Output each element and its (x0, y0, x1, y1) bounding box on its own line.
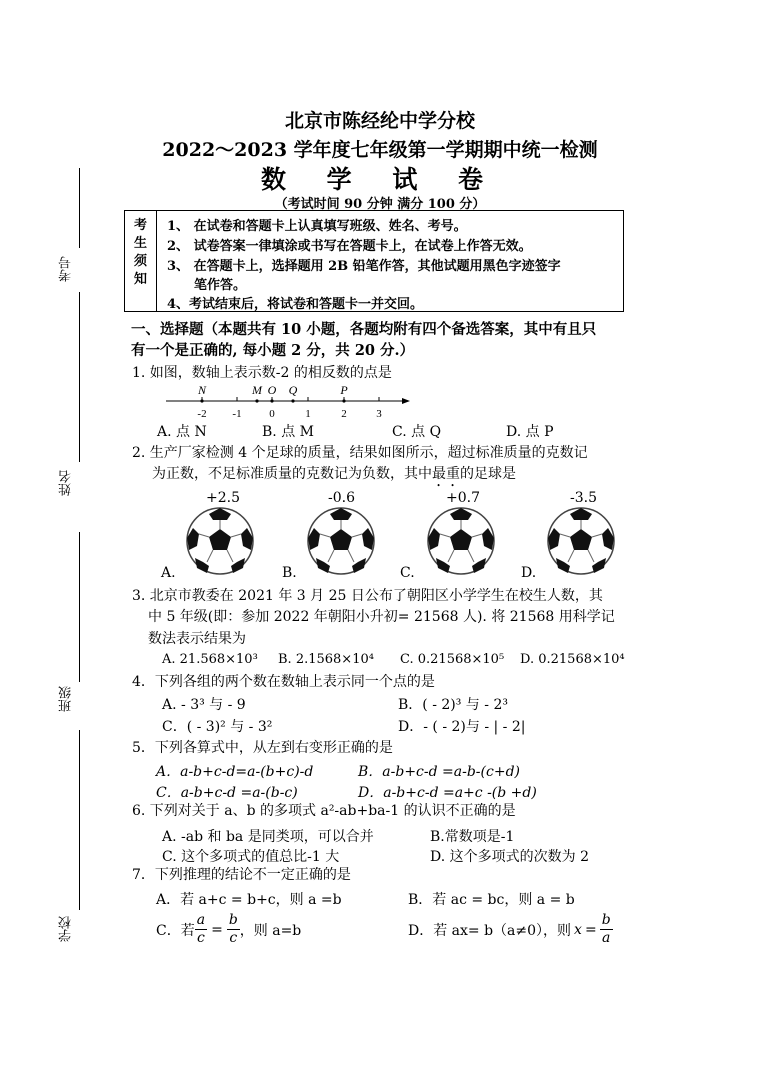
soccer-ball-icon (185, 506, 255, 576)
q1-number-line (160, 382, 420, 420)
exam-subject: 数 学 试 卷 (260, 165, 500, 194)
q5-option-c: C．a-b+c-d =a-(b-c) (156, 785, 298, 801)
binding-label-name: 姓名 (59, 470, 74, 496)
q2-stem: 2. 生产厂家检测 4 个足球的质量，结果如图所示，超过标准质量的克数记 (132, 445, 588, 461)
notice-side-char: 生 (133, 236, 147, 251)
axis-point (200, 399, 203, 402)
axis-tick-label: -2 (197, 408, 207, 420)
q7-option-d: D．若 ax= b（a≠0），则 x = $\frac{b}{a}$ (408, 912, 611, 946)
q1-option-c: C. 点 Q (392, 424, 442, 440)
q6-option-d: D. 这个多项式的次数为 2 (430, 849, 589, 865)
exam-term: 2022～2023 学年度七年级第一学期期中统一检测 (162, 139, 598, 161)
notice-line: 4、考试结束后，将试卷和答题卡一并交回。 (167, 297, 424, 312)
q3-option-d: D. 0.21568×10⁴ (520, 652, 625, 667)
q3-stem: 数法表示结果为 (148, 631, 246, 647)
axis-tick-label: 2 (341, 408, 347, 420)
q2-option-b: B. (282, 565, 297, 581)
axis-point-label: N (197, 383, 207, 397)
fraction-denominator: c (196, 930, 205, 946)
soccer-ball-icon (546, 506, 616, 576)
ball-a-value: +2.5 (206, 490, 240, 506)
school-name: 北京市陈经纶中学分校 (284, 110, 475, 132)
notice-line: 笔作答。 (194, 278, 247, 293)
notice-side (125, 211, 157, 311)
fraction (227, 912, 240, 947)
axis-tick-label: 0 (269, 408, 275, 420)
q3-stem: 中 5 年级(即：参加 2022 年朝阳小升初= 21568 人). 将 21568 用科学记 (148, 609, 615, 625)
q4-stem: 4．下列各组的两个数在数轴上表示同一个点的是 (132, 674, 435, 690)
fraction-numerator: a (196, 912, 206, 928)
q2-stem-line2 (152, 463, 516, 490)
q6-option-c: C. 这个多项式的值总比-1 大 (162, 849, 340, 865)
binding-line (79, 292, 80, 462)
q2-option-a: A. (161, 565, 176, 581)
q1-option-b: B. 点 M (262, 424, 314, 440)
ball-d-value: -3.5 (570, 490, 597, 506)
binding-label-school: 学校 (59, 916, 74, 942)
notice-box (124, 210, 624, 312)
q2-stem-text: 的足球是 (460, 466, 516, 482)
axis-point (270, 399, 273, 402)
ball-b-value: -0.6 (328, 490, 355, 506)
q4-option-c: C．( - 3)² 与 - 3² (162, 719, 273, 735)
axis-point (291, 399, 294, 402)
binding-line (79, 532, 80, 682)
q5-option-d: D．a-b+c-d =a+c -(b +d) (358, 785, 537, 801)
q3-option-b: B. 2.1568×10⁴ (278, 652, 374, 667)
q1-option-a: A. 点 N (157, 424, 207, 440)
q7-option-c: C．若 $\frac{a}{c}$ = $\frac{b}{c}$ ，则 a=b (156, 912, 302, 946)
soccer-ball-icon (426, 506, 496, 576)
q7-option-b: B．若 ac = bc，则 a = b (408, 892, 575, 908)
axis-point-label: P (340, 383, 348, 397)
q3-option-c: C. 0.21568×10⁵ (400, 652, 505, 667)
binding-line (79, 730, 80, 910)
q7-option-a: A．若 a+c = b+c，则 a =b (156, 892, 342, 908)
section-title: 一、选择题（本题共有 10 小题，各题均附有四个备选答案，其中有且只 (131, 321, 597, 338)
fraction-denominator: c (229, 930, 238, 946)
soccer-ball-icon (306, 506, 376, 576)
fraction (600, 912, 613, 947)
notice-side-char: 考 (133, 218, 147, 233)
notice-side-char: 知 (133, 272, 147, 287)
axis-point (255, 399, 258, 402)
notice-line: 1、 在试卷和答题卡上认真填写班级、姓名、考号。 (167, 219, 467, 234)
q7-stem: 7．下列推理的结论不一定正确的是 (132, 867, 351, 883)
axis-point-label: Q (288, 383, 298, 397)
binding-line (79, 168, 80, 248)
axis-tick-label: -1 (232, 408, 242, 420)
axis-point (342, 399, 345, 402)
q1-stem: 1. 如图，数轴上表示数-2 的相反数的点是 (132, 365, 392, 381)
q6-stem: 6. 下列对关于 a、b 的多项式 a²-ab+ba-1 的认识不正确的是 (132, 803, 516, 819)
q3-stem: 3. 北京市教委在 2021 年 3 月 25 日公布了朝阳区小学学生在校生人数，其 (132, 588, 603, 604)
q2-option-d: D. (521, 565, 537, 581)
q4-option-b: B．( - 2)³ 与 - 2³ (398, 697, 508, 713)
axis-tick-label: 1 (305, 408, 311, 420)
q7-option-d-text: D．若 ax= b（a≠0），则 (408, 922, 572, 939)
q2-stem-text: 为正数，不足标准质量的克数记为负数，其中 (152, 466, 432, 482)
notice-line: 2、 试卷答案一律填涂或书写在答题卡上，在试卷上作答无效。 (167, 239, 532, 254)
notice-side-char: 须 (133, 254, 147, 269)
q2-stem-emphasis: 最重 (432, 466, 460, 482)
ball-c-value: +0.7 (446, 490, 480, 506)
q5-stem: 5．下列各算式中，从左到右变形正确的是 (132, 740, 393, 756)
q7-option-c-text: C．若 (156, 922, 195, 939)
notice-line: 3、 在答题卡上，选择题用 2B 铅笔作答，其他试题用黑色字迹签字 (167, 259, 561, 274)
fraction (195, 912, 207, 947)
axis-point-label: M (252, 383, 262, 397)
q3-option-a: A. 21.568×10³ (162, 652, 258, 667)
binding-label-exam-no: 考号 (59, 256, 74, 282)
binding-label-class: 班级 (59, 686, 74, 712)
q4-option-d: D．- ( - 2)与 - | - 2| (398, 719, 526, 735)
q7-option-c-text: ，则 a=b (239, 922, 302, 939)
q6-option-b: B.常数项是-1 (430, 829, 515, 845)
section-title: 有一个是正确的, 每小题 2 分，共 20 分.） (131, 342, 415, 359)
q6-option-a: A. -ab 和 ba 是同类项，可以合并 (162, 829, 374, 845)
q5-option-b: B．a-b+c-d =a-b-(c+d) (358, 764, 520, 780)
q1-option-d: D. 点 P (506, 424, 554, 440)
q5-option-a: A．a-b+c-d=a-(b+c)-d (156, 764, 314, 780)
axis-tick-label: 3 (376, 408, 382, 420)
fraction-numerator: b (228, 912, 238, 928)
fraction-numerator: b (601, 912, 611, 928)
q4-option-a: A. - 3³ 与 - 9 (162, 697, 246, 713)
time-info: （考试时间 90 分钟 满分 100 分） (274, 197, 486, 212)
q2-option-c: C. (400, 565, 415, 581)
fraction-denominator: a (601, 930, 611, 946)
axis-point-label: O (267, 383, 277, 397)
